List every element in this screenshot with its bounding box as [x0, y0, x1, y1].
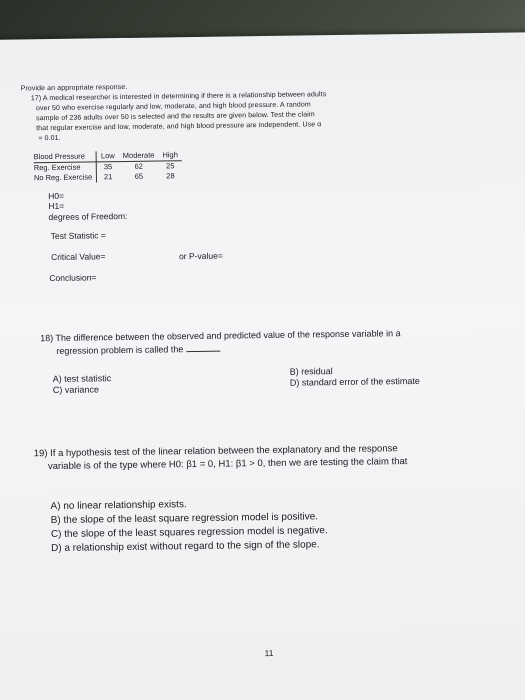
- conclusion-label: Conclusion=: [49, 272, 97, 284]
- q18-option-c: C) variance: [52, 384, 99, 396]
- table-cell: 35: [103, 162, 113, 172]
- p-value-label: or P-value=: [178, 250, 223, 262]
- q19-line-1: 19) If a hypothesis test of the linear relation between the explanatory and the response: [33, 443, 398, 460]
- q18-option-d: D) standard error of the estimate: [289, 375, 420, 388]
- q18-line-2-text: regression problem is called the: [56, 344, 184, 356]
- row-label: No Reg. Exercise: [34, 172, 97, 183]
- q19-option-d: D) a relationship exist without regard to the sign of the slope.: [51, 539, 320, 555]
- q17-line-2: over 50 who exercise regularly and low, moderate, and high blood pressure. A random: [35, 101, 311, 113]
- null-hypothesis-label: H0=: [48, 190, 65, 202]
- q19-option-a: A) no linear relationship exists.: [50, 499, 187, 513]
- q18-line-1: 18) The difference between the observed and predicted value of the response variable in a: [40, 328, 401, 344]
- table-header: Moderate: [119, 151, 159, 162]
- blood-pressure-table: [34, 150, 183, 183]
- row-label: Reg. Exercise: [34, 162, 97, 173]
- table-row: [34, 171, 182, 183]
- table-header: Blood Pressure: [34, 151, 97, 162]
- q19-option-c: C) the slope of the least squares regression model is negative.: [50, 525, 328, 541]
- q17-line-3: sample of 236 adults over 50 is selected and the results are given below. Test the claim: [36, 111, 315, 123]
- table-cell: 65: [134, 171, 144, 181]
- q17-line-4: that regular exercise and low, moderate, and high blood pressure are independent. Use α: [36, 121, 322, 133]
- table-cell: 21: [103, 172, 113, 182]
- instruction-text: Provide an appropriate response.: [20, 83, 128, 93]
- table-header: High: [158, 150, 182, 161]
- degrees-of-freedom-label: degrees of Freedom:: [48, 210, 128, 223]
- critical-value-label: Critical Value=: [50, 251, 106, 263]
- q18-line-2: [56, 343, 220, 356]
- answer-blank: [186, 343, 220, 352]
- q19-line-2: variable is of the type where H0: β1 = 0, H1: β1 > 0, then we are testing the claim that: [47, 456, 408, 473]
- alt-hypothesis-label: H1=: [48, 200, 65, 212]
- test-statistic-label: Test Statistic =: [50, 230, 106, 242]
- table-cell: 25: [166, 161, 175, 171]
- q19-option-b: B) the slope of the least square regression model is positive.: [50, 511, 319, 527]
- q17-line-5: = 0.01.: [38, 134, 61, 143]
- table-cell: 62: [134, 161, 143, 171]
- q18-option-a: A) test statistic: [52, 373, 112, 385]
- q18-option-b: B) residual: [289, 366, 333, 377]
- table-cell: 28: [166, 171, 175, 181]
- table-header: Low: [96, 151, 118, 162]
- page-number: 11: [264, 647, 274, 659]
- worksheet-page: [0, 32, 525, 700]
- q17-line-1: 17) A medical researcher is interested in determining if there is a relationship between adults: [30, 91, 327, 103]
